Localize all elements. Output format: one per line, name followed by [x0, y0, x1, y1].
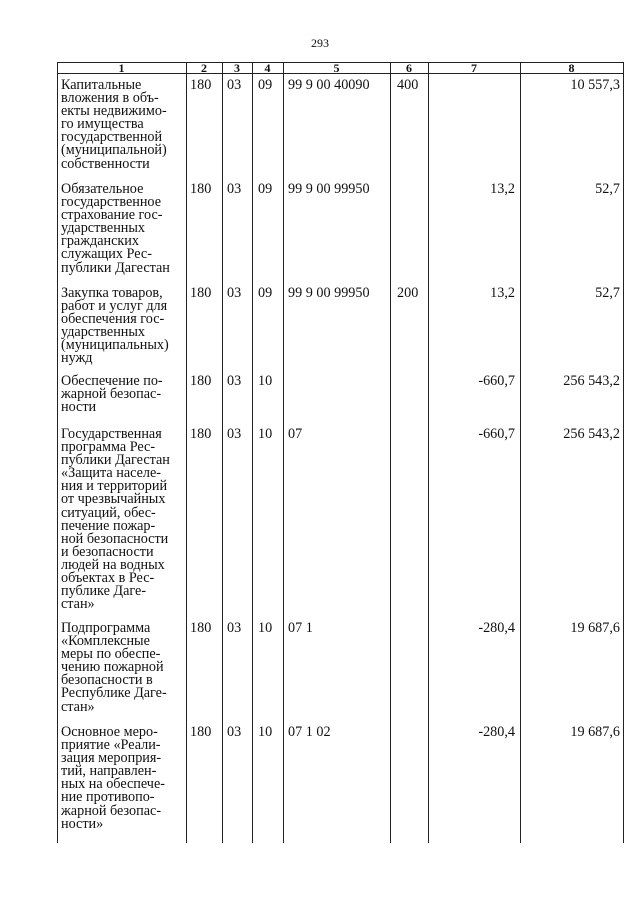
- ministry-code: 180: [190, 426, 212, 442]
- expense-type-code: 200: [397, 285, 419, 301]
- subsection-code: 10: [258, 426, 273, 442]
- col-divider: [623, 62, 624, 843]
- ministry-code: 180: [190, 285, 212, 301]
- row-label: Обеспечение по- жарной безопас- ности: [61, 373, 163, 416]
- section-code: 03: [227, 426, 242, 442]
- row-label: Основное меро- приятие «Реали- зация мероприя- тий, направлен- ных на обеспече- ние противопо- жарной безопас- ности»: [61, 724, 165, 832]
- ministry-code: 180: [190, 77, 212, 93]
- total-amount: 52,7: [595, 285, 620, 301]
- target-article-code: 07: [288, 426, 303, 442]
- section-code: 03: [227, 373, 242, 389]
- target-article-code: 07 1: [288, 620, 313, 636]
- expense-type-code: 400: [397, 77, 419, 93]
- change-amount: 13,2: [490, 285, 515, 301]
- section-code: 03: [227, 77, 242, 93]
- change-amount: -280,4: [478, 620, 515, 636]
- subsection-code: 10: [258, 620, 273, 636]
- col-divider: [57, 62, 58, 843]
- change-amount: 13,2: [490, 181, 515, 197]
- total-amount: 19 687,6: [570, 724, 620, 740]
- ministry-code: 180: [190, 724, 212, 740]
- section-code: 03: [227, 620, 242, 636]
- column-header: 5: [333, 61, 340, 75]
- section-code: 03: [227, 724, 242, 740]
- total-amount: 52,7: [595, 181, 620, 197]
- row-label: Подпрограмма «Комплексные меры по обеспе- чению пожарной безопасности в Республике Даге- стан»: [61, 620, 167, 715]
- row-label: Государственная программа Рес- публики Дагестан «Защита населе- ния и территорий от чрезвычайных ситуаций, обес- печение пожар- ной безопасности и безопасности людей на водных объектах в Рес- публике Даге- стан»: [61, 426, 170, 613]
- subsection-code: 10: [258, 373, 273, 389]
- ministry-code: 180: [190, 620, 212, 636]
- total-amount: 256 543,2: [563, 373, 620, 389]
- total-amount: 256 543,2: [563, 426, 620, 442]
- total-amount: 19 687,6: [570, 620, 620, 636]
- subsection-code: 10: [258, 724, 273, 740]
- change-amount: -280,4: [478, 724, 515, 740]
- column-header: 4: [264, 61, 271, 75]
- target-article-code: 99 9 00 99950: [288, 181, 370, 197]
- row-label: Капитальные вложения в объ- екты недвижимо- го имущества государственной (муниципальной) собственности: [61, 77, 167, 172]
- col-divider: [222, 62, 223, 843]
- column-header: 8: [568, 61, 575, 75]
- target-article-code: 99 9 00 99950: [288, 285, 370, 301]
- col-divider: [283, 62, 284, 843]
- subsection-code: 09: [258, 77, 273, 93]
- row-label: Закупка товаров, работ и услуг для обеспечения гос- ударственных (муниципальных) нужд: [61, 285, 169, 367]
- col-divider: [520, 62, 521, 843]
- section-code: 03: [227, 285, 242, 301]
- col-divider: [252, 62, 253, 843]
- target-article-code: 07 1 02: [288, 724, 331, 740]
- budget-table: [57, 62, 624, 843]
- column-header: 1: [118, 61, 125, 75]
- subsection-code: 09: [258, 285, 273, 301]
- row-label: Обязательное государственное страхование гос- ударственных гражданских служащих Рес- публики Дагестан: [61, 181, 170, 276]
- column-header: 7: [471, 61, 477, 75]
- ministry-code: 180: [190, 181, 212, 197]
- col-divider: [390, 62, 391, 843]
- ministry-code: 180: [190, 373, 212, 389]
- column-header: 3: [234, 61, 240, 75]
- column-header: 2: [201, 61, 207, 75]
- change-amount: -660,7: [478, 373, 515, 389]
- total-amount: 10 557,3: [570, 77, 620, 93]
- target-article-code: 99 9 00 40090: [288, 77, 370, 93]
- subsection-code: 09: [258, 181, 273, 197]
- section-code: 03: [227, 181, 242, 197]
- change-amount: -660,7: [478, 426, 515, 442]
- page-number: 293: [311, 36, 329, 50]
- col-divider: [428, 62, 429, 843]
- column-header: 6: [406, 61, 412, 75]
